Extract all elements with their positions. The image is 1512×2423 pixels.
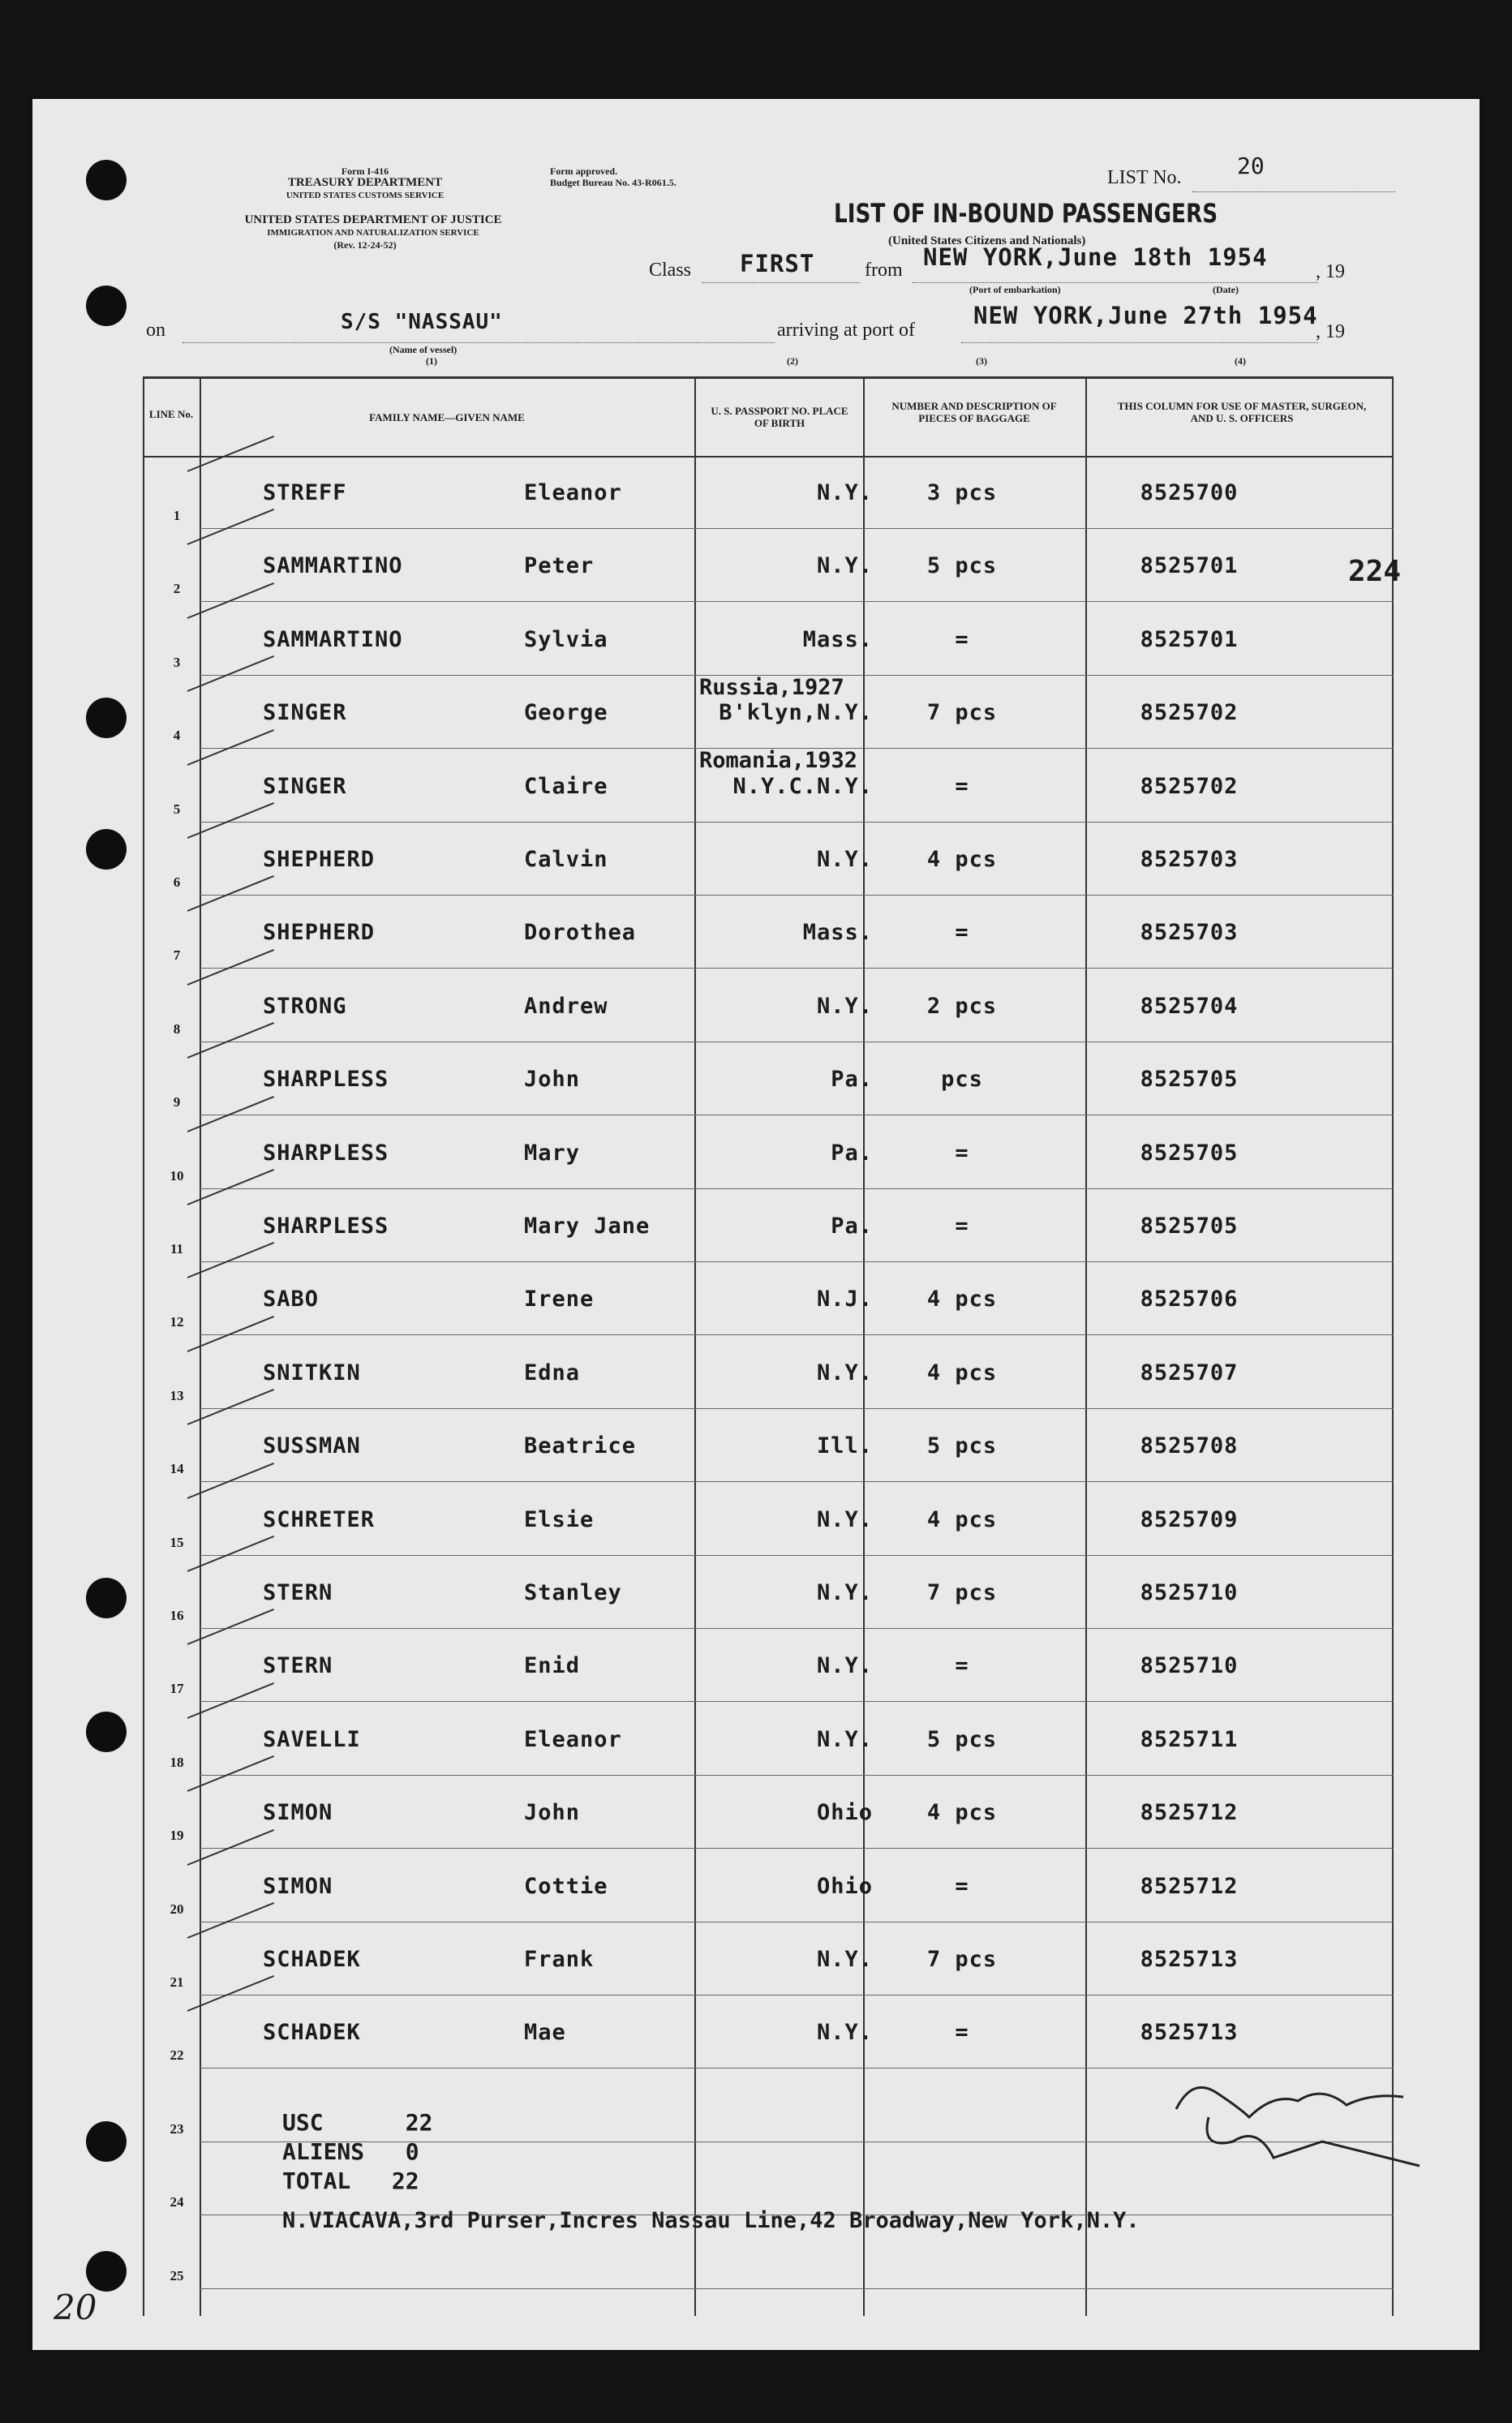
list-number: 20 bbox=[1237, 153, 1265, 179]
header-line-no: LINE No. bbox=[148, 408, 194, 420]
family-name: SIMON bbox=[263, 1873, 333, 1899]
baggage-count: = bbox=[955, 920, 969, 946]
table-row bbox=[143, 1042, 1394, 1115]
officer-signature bbox=[1160, 2060, 1444, 2190]
place-of-birth: Pa. bbox=[831, 1214, 873, 1239]
table-row bbox=[143, 529, 1394, 602]
family-name: SABO bbox=[263, 1287, 320, 1312]
header-officers: THIS COLUMN FOR USE OF MASTER, SURGEON, AND U. S. OFFICERS bbox=[1117, 400, 1367, 424]
officer-number: 8525712 bbox=[1140, 1800, 1239, 1826]
family-name: SCHRETER bbox=[263, 1506, 376, 1532]
place-of-birth: Ill. bbox=[816, 1433, 873, 1459]
family-name: SAMMARTINO bbox=[263, 553, 403, 579]
table-row bbox=[143, 1703, 1394, 1776]
line-number: 5 bbox=[173, 801, 181, 817]
class-value: FIRST bbox=[740, 250, 815, 277]
baggage-count: 4 pcs bbox=[926, 1360, 998, 1385]
family-name: SAVELLI bbox=[263, 1726, 361, 1752]
table-row bbox=[143, 1849, 1394, 1923]
baggage-count: = bbox=[955, 2020, 969, 2046]
family-name: SHARPLESS bbox=[263, 1140, 389, 1166]
table-row bbox=[143, 1336, 1394, 1409]
line-number: 6 bbox=[173, 874, 181, 890]
department-line: UNITED STATES DEPARTMENT OF JUSTICE bbox=[244, 213, 502, 226]
year-suffix: , 19 bbox=[1316, 321, 1345, 342]
given-name: Peter bbox=[524, 553, 595, 579]
place-of-birth: B'klyn,N.Y. bbox=[719, 700, 873, 726]
form-number: Form I-416 bbox=[341, 165, 389, 177]
given-name: Dorothea bbox=[524, 920, 637, 946]
baggage-count: 4 pcs bbox=[926, 847, 998, 872]
line-number: 15 bbox=[170, 1534, 184, 1550]
line-number: 4 bbox=[173, 728, 181, 744]
place-of-birth: Mass. bbox=[802, 920, 873, 946]
officer-number: 8525710 bbox=[1140, 1580, 1239, 1605]
family-name: SHARPLESS bbox=[263, 1214, 389, 1239]
officer-number: 8525703 bbox=[1140, 920, 1239, 946]
place-of-birth: N.Y. bbox=[816, 1580, 873, 1605]
line-number: 24 bbox=[170, 2194, 184, 2210]
family-name: SUSSMAN bbox=[263, 1433, 361, 1459]
line-number: 11 bbox=[170, 1241, 184, 1257]
arriving-label: arriving at port of bbox=[777, 320, 915, 341]
officer-number: 8525702 bbox=[1140, 773, 1239, 799]
given-name: Calvin bbox=[524, 847, 608, 872]
given-name: Andrew bbox=[524, 993, 608, 1019]
given-name: Mae bbox=[524, 2020, 566, 2046]
column-number: (2) bbox=[787, 355, 798, 367]
year-suffix: , 19 bbox=[1316, 261, 1345, 282]
line-number: 22 bbox=[170, 2047, 184, 2064]
binder-hole bbox=[86, 698, 127, 738]
binder-hole bbox=[86, 829, 127, 870]
given-name: John bbox=[524, 1800, 581, 1826]
department-line: UNITED STATES CUSTOMS SERVICE bbox=[286, 191, 445, 200]
officer-number: 8525700 bbox=[1140, 480, 1239, 505]
binder-hole bbox=[86, 2251, 127, 2292]
place-of-birth: N.Y. bbox=[816, 1726, 873, 1752]
officer-number: 8525703 bbox=[1140, 847, 1239, 872]
column-number: (4) bbox=[1235, 355, 1246, 367]
place-of-birth: N.Y. bbox=[816, 480, 873, 505]
place-of-birth: N.Y. bbox=[816, 2020, 873, 2046]
birth-note: Russia,1927 bbox=[699, 675, 844, 700]
vessel-caption: (Name of vessel) bbox=[389, 344, 457, 355]
place-of-birth: Ohio bbox=[816, 1800, 873, 1826]
family-name: STERN bbox=[263, 1653, 333, 1679]
date-caption: (Date) bbox=[1213, 284, 1239, 295]
baggage-count: 4 pcs bbox=[926, 1287, 998, 1312]
officer-number: 8525705 bbox=[1140, 1140, 1239, 1166]
officer-number: 8525710 bbox=[1140, 1653, 1239, 1679]
summary-usc: USC 22 bbox=[282, 2109, 433, 2136]
place-of-birth: N.Y. bbox=[816, 1506, 873, 1532]
place-of-birth: N.Y. bbox=[816, 553, 873, 579]
baggage-count: 7 pcs bbox=[926, 1947, 998, 1972]
family-name: SCHADEK bbox=[263, 1947, 361, 1972]
department-line: IMMIGRATION AND NATURALIZATION SERVICE bbox=[267, 228, 479, 238]
table-row bbox=[143, 1189, 1394, 1262]
baggage-count: = bbox=[955, 1873, 969, 1899]
port-of-embarkation: NEW YORK,June 18th 1954 bbox=[923, 243, 1268, 271]
from-label: from bbox=[865, 260, 903, 281]
baggage-count: 3 pcs bbox=[926, 480, 998, 505]
place-of-birth: N.Y. bbox=[816, 1653, 873, 1679]
line-number: 25 bbox=[170, 2267, 184, 2283]
given-name: Irene bbox=[524, 1287, 595, 1312]
table-row bbox=[143, 1556, 1394, 1629]
document-subtitle: (United States Citizens and Nationals) bbox=[888, 234, 1086, 247]
place-of-birth: N.Y. bbox=[816, 1360, 873, 1385]
corner-note: 20 bbox=[54, 2288, 97, 2327]
budget-bureau: Budget Bureau No. 43-R061.5. bbox=[550, 177, 677, 188]
family-name: STERN bbox=[263, 1580, 333, 1605]
officer-number: 8525709 bbox=[1140, 1506, 1239, 1532]
place-of-birth: Pa. bbox=[831, 1140, 873, 1166]
baggage-count: 2 pcs bbox=[926, 993, 998, 1019]
officer-number: 8525713 bbox=[1140, 1947, 1239, 1972]
table-row bbox=[143, 456, 1394, 529]
given-name: Mary bbox=[524, 1140, 581, 1166]
header-name: FAMILY NAME—GIVEN NAME bbox=[369, 411, 525, 423]
place-of-birth: Mass. bbox=[802, 626, 873, 652]
summary-total: TOTAL 22 bbox=[282, 2167, 419, 2194]
officer-number: 8525705 bbox=[1140, 1067, 1239, 1093]
family-name: SINGER bbox=[263, 773, 347, 799]
baggage-count: 5 pcs bbox=[926, 1726, 998, 1752]
column-number: (3) bbox=[976, 355, 987, 367]
header-baggage: NUMBER AND DESCRIPTION OF PIECES OF BAGGAGE bbox=[891, 400, 1057, 424]
baggage-count: 5 pcs bbox=[926, 1433, 998, 1459]
purser-line: N.VIACAVA,3rd Purser,Incres Nassau Line,42 Broadway,New York,N.Y. bbox=[282, 2208, 1140, 2233]
given-name: John bbox=[524, 1067, 581, 1093]
family-name: SHEPHERD bbox=[263, 920, 376, 946]
class-label: Class bbox=[649, 260, 692, 281]
officer-number: 8525701 bbox=[1140, 626, 1239, 652]
table-row bbox=[143, 823, 1394, 896]
given-name: Edna bbox=[524, 1360, 581, 1385]
baggage-count: = bbox=[955, 1214, 969, 1239]
family-name: SNITKIN bbox=[263, 1360, 361, 1385]
line-number: 13 bbox=[170, 1387, 184, 1403]
line-number: 7 bbox=[173, 947, 181, 964]
table-row bbox=[143, 603, 1394, 676]
list-number-label: LIST No. bbox=[1107, 167, 1182, 188]
family-name: SCHADEK bbox=[263, 2020, 361, 2046]
family-name: SHARPLESS bbox=[263, 1067, 389, 1093]
given-name: Sylvia bbox=[524, 626, 608, 652]
given-name: Beatrice bbox=[524, 1433, 637, 1459]
table-row bbox=[143, 1483, 1394, 1556]
family-name: SIMON bbox=[263, 1800, 333, 1826]
passenger-table bbox=[143, 376, 1394, 2316]
given-name: Eleanor bbox=[524, 1726, 622, 1752]
table-row bbox=[143, 1923, 1394, 1996]
place-of-birth: N.Y. bbox=[816, 993, 873, 1019]
baggage-count: 7 pcs bbox=[926, 1580, 998, 1605]
family-name: SINGER bbox=[263, 700, 347, 726]
birth-note: Romania,1932 bbox=[699, 748, 858, 773]
table-row bbox=[143, 896, 1394, 969]
margin-number: 224 bbox=[1348, 555, 1402, 588]
place-of-birth: N.Y. bbox=[816, 847, 873, 872]
line-number: 3 bbox=[173, 654, 181, 670]
line-number: 17 bbox=[170, 1681, 184, 1697]
column-number: (1) bbox=[426, 355, 437, 367]
officer-number: 8525701 bbox=[1140, 553, 1239, 579]
line-number: 2 bbox=[173, 581, 181, 597]
given-name: Frank bbox=[524, 1947, 595, 1972]
officer-number: 8525706 bbox=[1140, 1287, 1239, 1312]
officer-number: 8525713 bbox=[1140, 2020, 1239, 2046]
officer-number: 8525711 bbox=[1140, 1726, 1239, 1752]
family-name: SHEPHERD bbox=[263, 847, 376, 872]
given-name: Mary Jane bbox=[524, 1214, 651, 1239]
port-of-arrival: NEW YORK,June 27th 1954 bbox=[973, 302, 1318, 329]
baggage-count: pcs bbox=[941, 1067, 983, 1093]
baggage-count: = bbox=[955, 1653, 969, 1679]
table-row bbox=[143, 1629, 1394, 1702]
line-number: 10 bbox=[170, 1167, 184, 1184]
binder-hole bbox=[86, 1712, 127, 1752]
line-number: 21 bbox=[170, 1974, 184, 1990]
given-name: Cottie bbox=[524, 1873, 608, 1899]
binder-hole bbox=[86, 160, 127, 200]
baggage-count: 5 pcs bbox=[926, 553, 998, 579]
line-number: 1 bbox=[173, 508, 181, 523]
binder-hole bbox=[86, 286, 127, 326]
on-label: on bbox=[146, 320, 165, 341]
line-number: 12 bbox=[170, 1314, 184, 1330]
family-name: SAMMARTINO bbox=[263, 626, 403, 652]
header-passport: U. S. PASSPORT NO. PLACE OF BIRTH bbox=[711, 405, 848, 429]
officer-number: 8525708 bbox=[1140, 1433, 1239, 1459]
table-row bbox=[143, 969, 1394, 1042]
baggage-count: 7 pcs bbox=[926, 700, 998, 726]
given-name: Claire bbox=[524, 773, 608, 799]
binder-hole bbox=[86, 2121, 127, 2162]
place-of-birth: N.Y.C.N.Y. bbox=[732, 773, 873, 799]
given-name: Eleanor bbox=[524, 480, 622, 505]
table-row bbox=[143, 1409, 1394, 1482]
line-number: 9 bbox=[173, 1094, 181, 1111]
department-line: TREASURY DEPARTMENT bbox=[287, 176, 443, 189]
table-row bbox=[143, 1262, 1394, 1335]
given-name: Enid bbox=[524, 1653, 581, 1679]
baggage-count: = bbox=[955, 1140, 969, 1166]
line-number: 23 bbox=[170, 2120, 184, 2137]
place-of-birth: N.Y. bbox=[816, 1947, 873, 1972]
family-name: STRONG bbox=[263, 993, 347, 1019]
given-name: Stanley bbox=[524, 1580, 622, 1605]
table-row bbox=[143, 1776, 1394, 1849]
given-name: George bbox=[524, 700, 608, 726]
line-number: 16 bbox=[170, 1608, 184, 1623]
line-number: 20 bbox=[170, 1901, 184, 1917]
line-number: 8 bbox=[173, 1020, 181, 1037]
baggage-count: 4 pcs bbox=[926, 1800, 998, 1826]
place-of-birth: Pa. bbox=[831, 1067, 873, 1093]
place-of-birth: Ohio bbox=[816, 1873, 873, 1899]
baggage-count: = bbox=[955, 773, 969, 799]
form-approved: Form approved. bbox=[550, 165, 618, 177]
officer-number: 8525707 bbox=[1140, 1360, 1239, 1385]
officer-number: 8525712 bbox=[1140, 1873, 1239, 1899]
vessel-name: S/S "NASSAU" bbox=[341, 310, 503, 334]
officer-number: 8525705 bbox=[1140, 1214, 1239, 1239]
document-title: LIST OF IN-BOUND PASSENGERS bbox=[834, 198, 1218, 229]
baggage-count: = bbox=[955, 626, 969, 652]
officer-number: 8525704 bbox=[1140, 993, 1239, 1019]
line-number: 14 bbox=[170, 1461, 184, 1477]
family-name: STREFF bbox=[263, 480, 347, 505]
port-caption: (Port of embarkation) bbox=[969, 284, 1061, 295]
revision-date: (Rev. 12-24-52) bbox=[333, 239, 397, 251]
line-number: 18 bbox=[170, 1754, 184, 1770]
officer-number: 8525702 bbox=[1140, 700, 1239, 726]
baggage-count: 4 pcs bbox=[926, 1506, 998, 1532]
place-of-birth: N.J. bbox=[816, 1287, 873, 1312]
table-row bbox=[143, 1116, 1394, 1189]
summary-aliens: ALIENS 0 bbox=[282, 2138, 419, 2165]
line-number: 19 bbox=[170, 1828, 184, 1844]
given-name: Elsie bbox=[524, 1506, 595, 1532]
binder-hole bbox=[86, 1578, 127, 1618]
table-row bbox=[143, 1996, 1394, 2069]
